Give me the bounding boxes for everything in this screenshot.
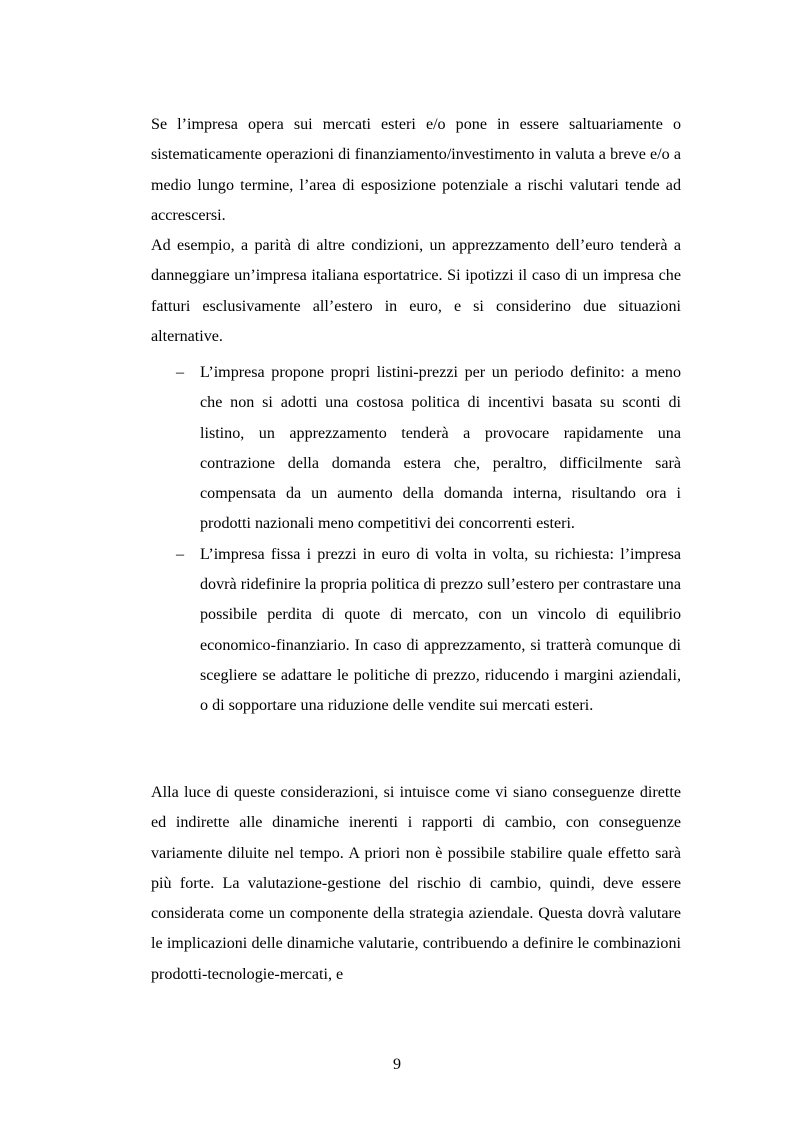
- list-item-text: L’impresa fissa i prezzi in euro di volta in volta, su richiesta: l’impresa dovrà ridefinire la propria politica di prezzo sull’estero per contrastare una possibile perdita di quote di mercato, con un vincolo di equilibrio economico-finanziario. In caso di apprezzamento, si tratterà comunque di scegliere se adattare le politiche di prezzo, riducendo i margini aziendali, o di sopportare una riduzione delle vendite sui mercati esteri.: [200, 545, 681, 715]
- closing-text-block: [151, 778, 681, 990]
- page-number: 9: [392, 1056, 402, 1073]
- dash-bullet-icon: –: [176, 364, 185, 381]
- closing-paragraph: Alla luce di queste considerazioni, si intuisce come vi siano conseguenze dirette ed indirette alle dinamiche inerenti i rapporti di cambio, con conseguenze variamente diluite nel tempo. A priori non è possibile stabilire quale effetto sarà più forte. La valutazione-gestione del rischio di cambio, quindi, deve essere considerata come un componente della strategia aziendale. Questa dovrà valutare le implicazioni delle dinamiche valutarie, contribuendo a definire le combinazioni prodotti-tecnologie-mercati, e: [151, 784, 681, 983]
- intro-text-block: [151, 110, 681, 352]
- list-item: [151, 358, 681, 540]
- intro-paragraph: Se l’impresa opera sui mercati esteri e/o pone in essere saltuariamente o sistematicamente operazioni di finanziamento/investimento in valuta a breve e/o a medio lungo termine, l’area di esposizione potenziale a rischi valutari tende ad accrescersi.: [151, 116, 681, 224]
- example-paragraph: Ad esempio, a parità di altre condizioni, un apprezzamento dell’euro tenderà a danneggiare un’impresa italiana esportatrice. Si ipotizzi il caso di un impresa che fatturi esclusivamente all’estero in euro, e si considerino due situazioni alternative.: [151, 237, 681, 346]
- dash-bullet-icon: –: [176, 545, 185, 563]
- list-item-text: L’impresa propone propri listini-prezzi per un periodo definito: a meno che non si adotti una costosa politica di incentivi basata su sconti di listino, un apprezzamento tenderà a provocare rapidamente una contrazione della domanda estera che, peraltro, difficilmente sarà compensata da un aumento della domanda interna, risultando ora i prodotti nazionali meno competitivi dei concorrenti esteri.: [200, 364, 681, 533]
- scenario-list: [151, 358, 681, 722]
- list-item: [151, 540, 681, 722]
